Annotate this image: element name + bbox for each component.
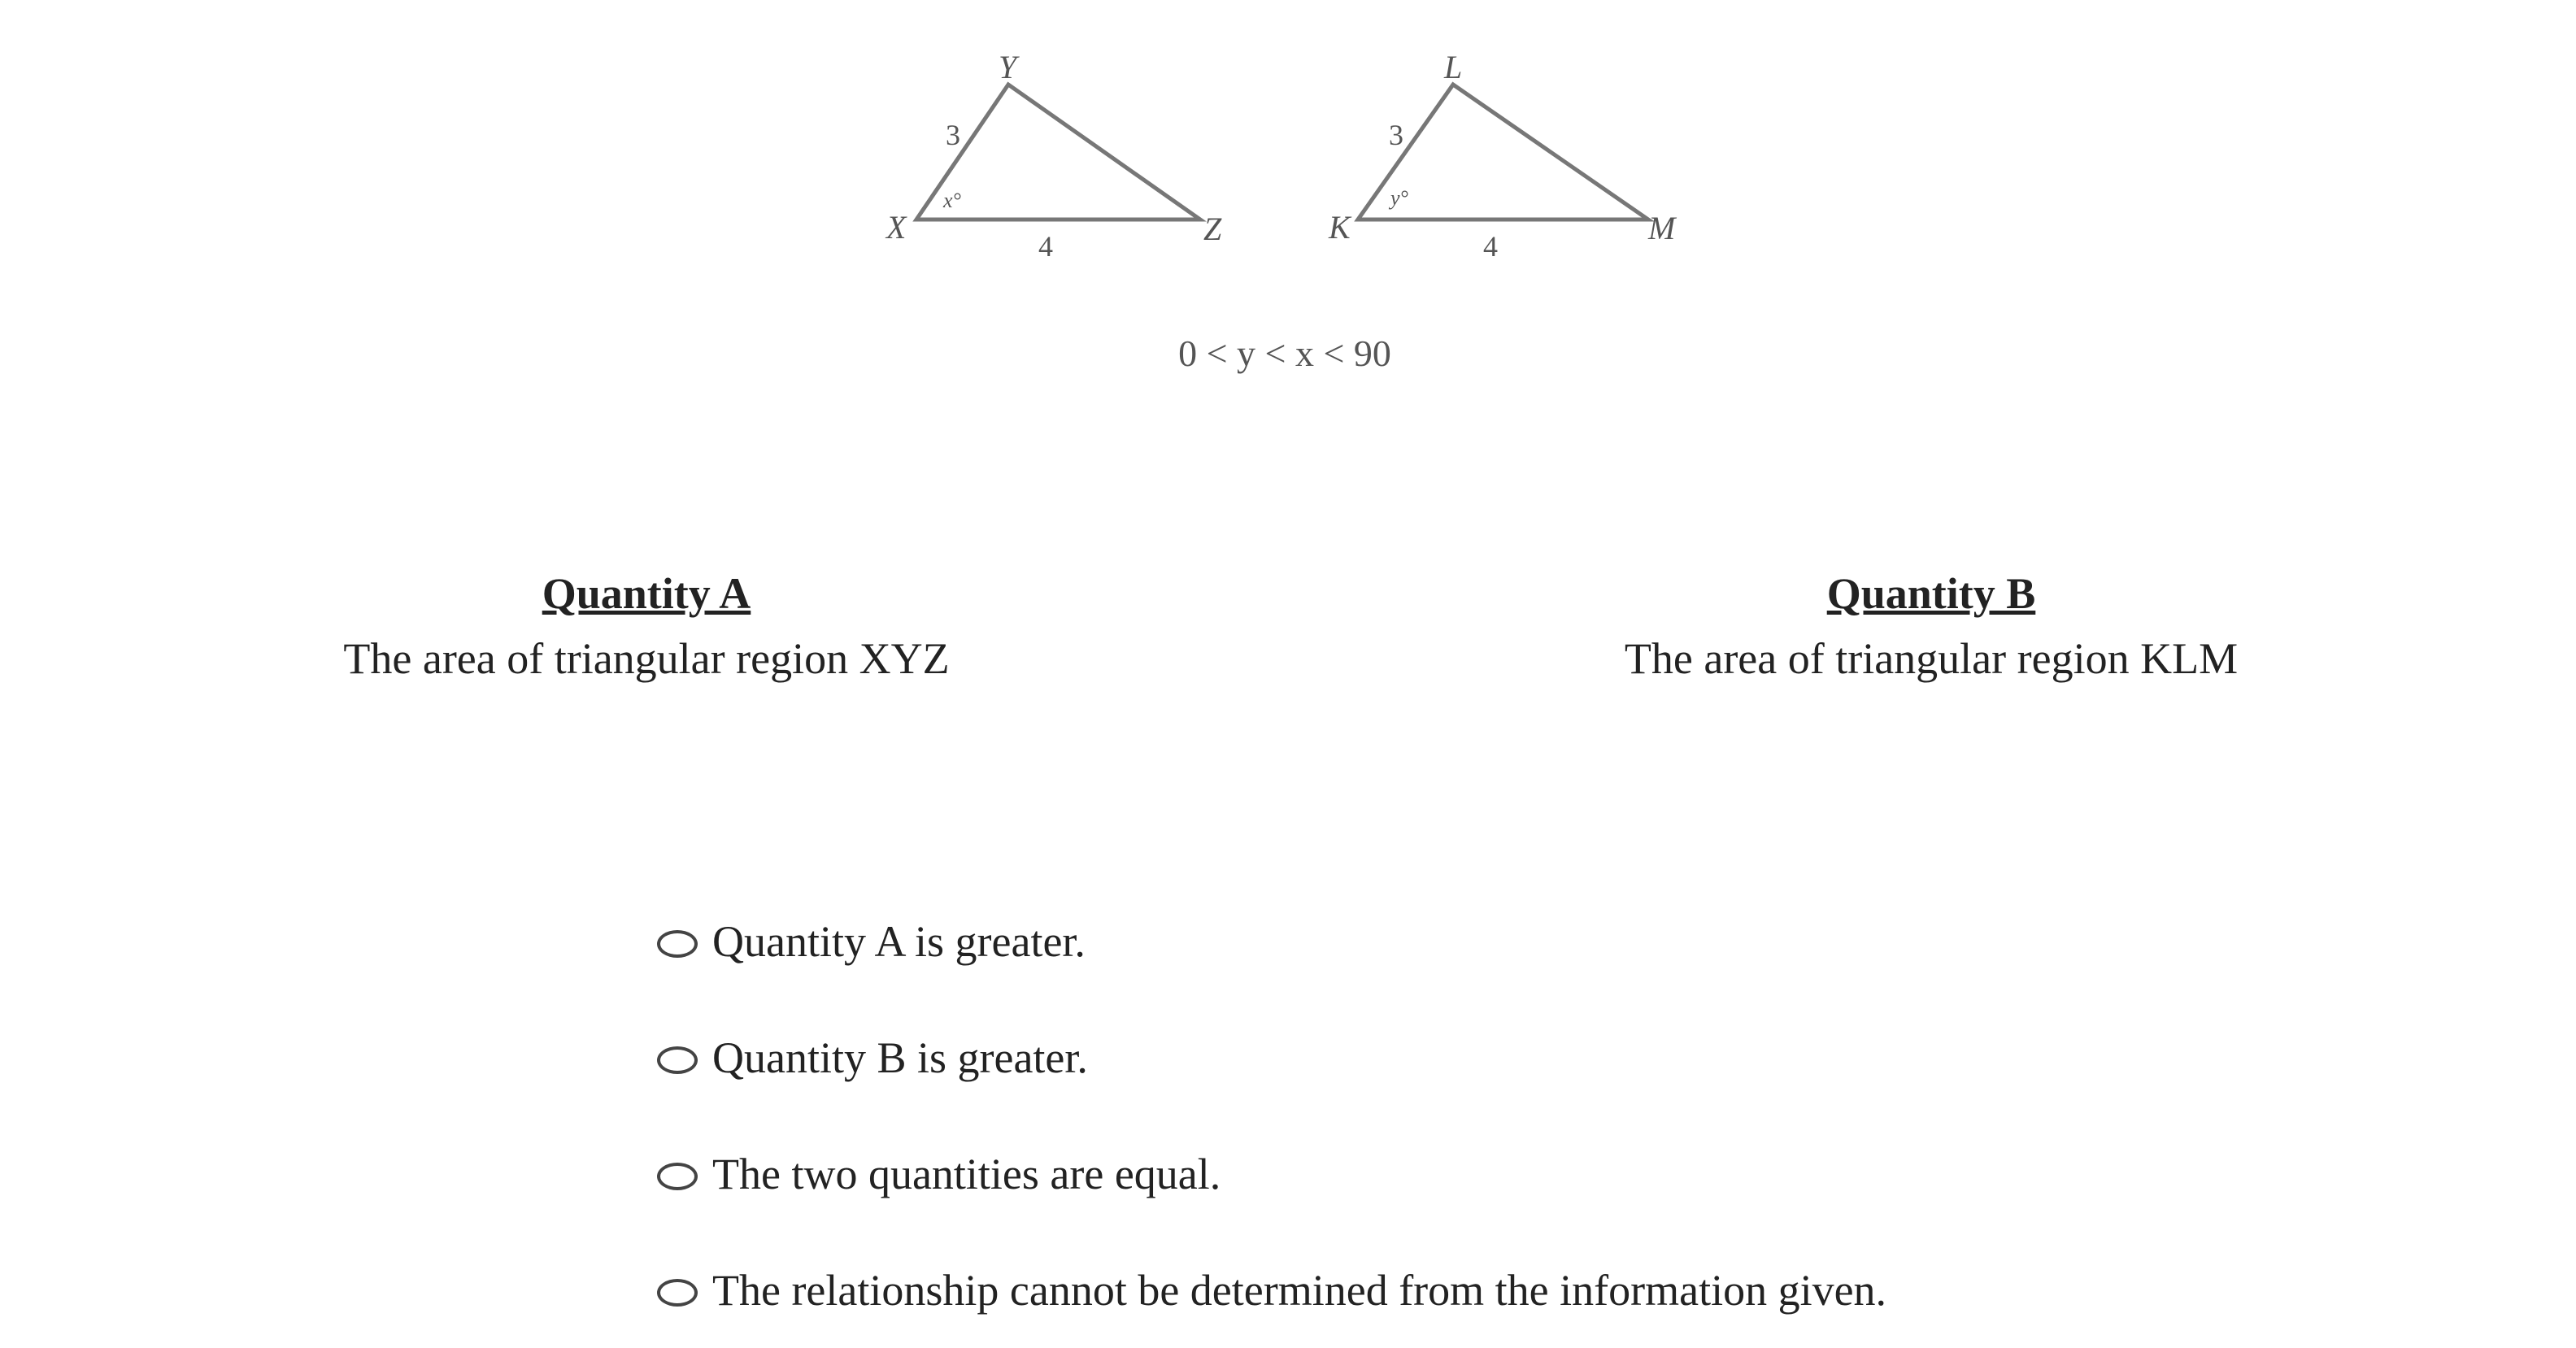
choice-label[interactable]: The two quantities are equal. [712,1149,1221,1198]
radio-button-icon[interactable] [657,1046,698,1074]
radio-button-icon[interactable] [657,1279,698,1307]
choice-b-greater[interactable] [657,999,2446,1115]
radio-button-icon[interactable] [657,930,698,958]
side-label-km: 4 [1483,230,1498,263]
choice-label[interactable]: The relationship cannot be determined from the information given. [712,1265,1887,1315]
side-label-xy: 3 [946,119,960,151]
quantity-a-column [240,561,1053,691]
vertex-label-m: M [1648,210,1676,246]
quantity-a-description: The area of triangular region XYZ [343,634,950,683]
vertex-label-x: X [886,209,907,246]
angle-label-x: x° [943,189,961,212]
choice-equal[interactable] [657,1115,2446,1232]
vertex-label-z: Z [1203,211,1222,247]
side-label-kl: 3 [1389,119,1403,151]
quantity-a-heading: Quantity A [542,569,751,618]
choice-label[interactable]: Quantity A is greater. [712,916,1086,966]
angle-label-k: y° [1390,186,1408,210]
vertex-label-l: L [1444,49,1463,85]
choice-label[interactable]: Quantity B is greater. [712,1033,1088,1082]
angle-constraint: 0 < y < x < 90 [1178,333,1391,374]
answer-choices [657,883,2446,1348]
vertex-label-y: Y [999,49,1017,85]
radio-button-icon[interactable] [657,1163,698,1190]
side-label-xz: 4 [1038,230,1053,263]
quantity-b-column [1525,561,2338,691]
choice-a-greater[interactable] [657,883,2446,999]
quantity-b-description: The area of triangular region KLM [1624,634,2239,683]
vertex-label-k: K [1329,209,1351,246]
triangle-xyz [885,49,1222,263]
quantity-b-heading: Quantity B [1826,569,2036,618]
triangles-figure [0,0,2576,407]
choice-cannot-determine[interactable] [657,1232,2446,1348]
triangle-klm [1328,49,1677,263]
